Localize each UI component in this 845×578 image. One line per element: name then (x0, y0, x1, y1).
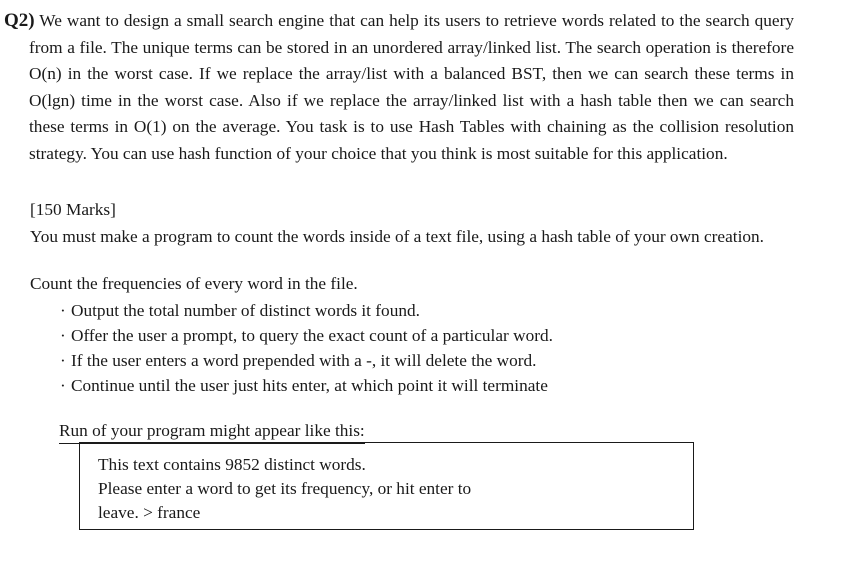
sample-output-line: leave. > france (98, 503, 201, 522)
list-item (60, 348, 553, 373)
question-number: Q2) (4, 10, 35, 31)
bullet-icon: · (60, 376, 66, 395)
bullet-icon: · (60, 301, 66, 320)
list-item (60, 373, 553, 398)
list-item-text: If the user enters a word prepended with a -, it will delete the word. (71, 351, 537, 370)
list-item-text: Offer the user a prompt, to query the exact count of a particular word. (71, 326, 553, 345)
sample-output-line: This text contains 9852 distinct words. (98, 455, 366, 474)
question-block (4, 8, 794, 167)
bullet-icon: · (60, 351, 66, 370)
list-item (60, 298, 553, 323)
run-example-label: Run of your program might appear like this: (59, 419, 365, 444)
requirements-list (60, 298, 553, 398)
list-item (60, 323, 553, 348)
list-item-text: Continue until the user just hits enter, at which point it will terminate (71, 376, 548, 395)
list-item-text: Output the total number of distinct words it found. (71, 301, 420, 320)
bullet-icon: · (60, 326, 66, 345)
task-description: You must make a program to count the words inside of a text file, using a hash table of your own creation. (30, 227, 764, 246)
marks-label: [150 Marks] (30, 200, 116, 219)
sample-output-box (79, 442, 694, 530)
sample-output-line: Please enter a word to get its frequency, or hit enter to (98, 479, 472, 498)
count-instruction: Count the frequencies of every word in the file. (30, 274, 358, 293)
question-text: We want to design a small search engine that can help its users to retrieve words related to the search query from a file. The unique terms can be stored in an unordered array/linked list. The search operation is therefore O(n) in the worst case. If we replace the array/list with a balanced BST, then we can search these terms in O(lgn) time in the worst case. Also if we replace the array/linked list with a hash table then we can search these terms in O(1) on the average. You task is to use Hash Tables with chaining as the collision resolution strategy. You can use hash function of your choice that you think is most suitable for this application. (29, 11, 794, 163)
question-paragraph (4, 8, 794, 167)
